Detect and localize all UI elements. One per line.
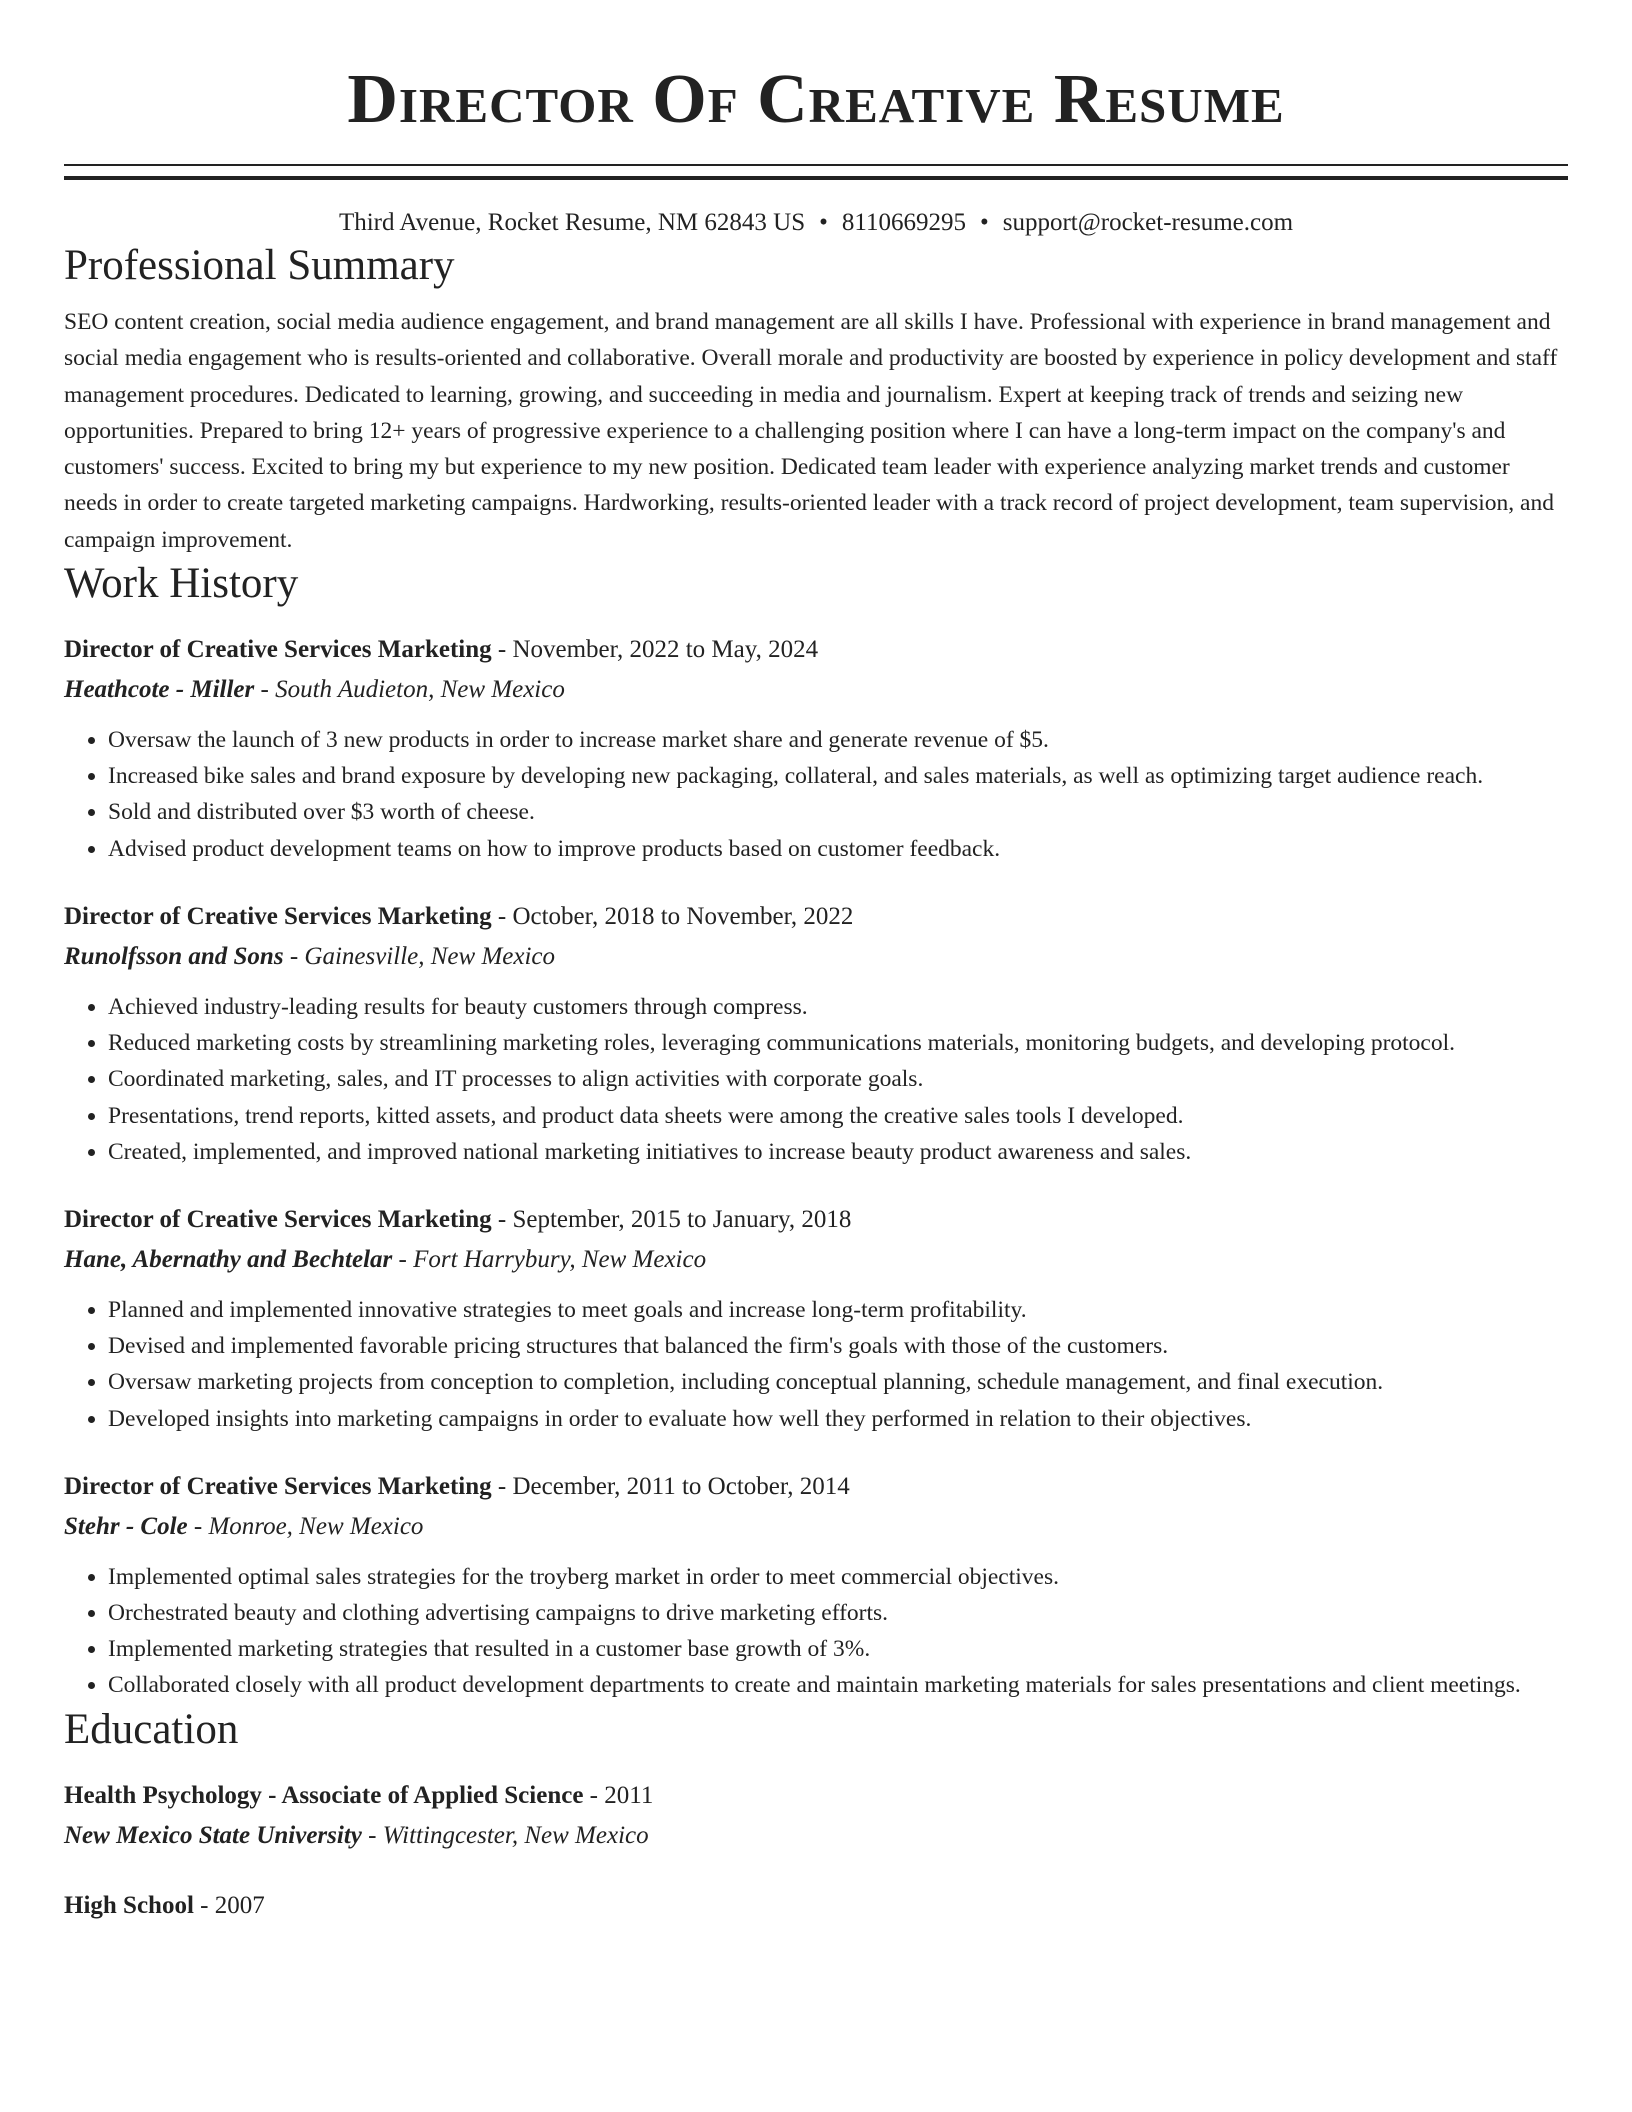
job-company: Hane, Abernathy and Bechtelar xyxy=(64,1245,393,1273)
job-location: - South Audieton, New Mexico xyxy=(254,676,565,704)
job-entry xyxy=(64,630,1568,867)
education-location: - Wittingcester, New Mexico xyxy=(361,1821,649,1849)
contact-address: Third Avenue, Rocket Resume, NM 62843 US xyxy=(338,209,806,236)
education-degree: Health Psychology - Associate of Applied Science xyxy=(64,1781,584,1809)
title-divider xyxy=(64,164,1568,180)
job-company: Stehr - Cole xyxy=(64,1512,188,1540)
job-dates: - October, 2018 to November, 2022 xyxy=(491,902,854,930)
list-item: • Reduced marketing costs by streamlining marketing roles, leveraging communications materials, monitoring budgets, and developing protocol. xyxy=(108,1025,1568,1061)
job-company-line xyxy=(64,1240,1568,1280)
job-role: Director of Creative Services Marketing xyxy=(64,1205,492,1233)
education-heading: Education xyxy=(64,1705,239,1753)
job-role: Director of Creative Services Marketing xyxy=(64,636,492,664)
job-bullets xyxy=(64,989,1568,1170)
contact-phone: 8110669295 xyxy=(841,209,966,236)
list-item: • Devised and implemented favorable pricing structures that balanced the firm's goals with those of the customers. xyxy=(108,1328,1568,1364)
job-dates: - December, 2011 to October, 2014 xyxy=(491,1472,850,1500)
list-item: • Implemented optimal sales strategies for the troyberg market in order to meet commercial objectives. xyxy=(108,1559,1568,1595)
education-year: - 2007 xyxy=(193,1891,265,1919)
job-company-line xyxy=(64,937,1568,977)
job-dates: - November, 2022 to May, 2024 xyxy=(491,636,819,664)
job-company-line xyxy=(64,1507,1568,1547)
job-dates: - September, 2015 to January, 2018 xyxy=(491,1205,852,1233)
summary-heading: Professional Summary xyxy=(64,242,455,289)
job-title-line xyxy=(64,630,1568,670)
job-location: - Fort Harrybury, New Mexico xyxy=(392,1245,707,1273)
job-company: Runolfsson and Sons xyxy=(64,942,284,970)
job-location: - Monroe, New Mexico xyxy=(187,1512,424,1540)
education-entry xyxy=(64,1776,1568,1856)
job-title-line xyxy=(64,1200,1568,1240)
list-item: • Oversaw the launch of 3 new products in order to increase market share and generate revenue of $5. xyxy=(108,722,1568,758)
work-history-heading: Work History xyxy=(64,560,299,608)
job-bullets xyxy=(64,722,1568,867)
contact-separator: • xyxy=(819,209,828,236)
list-item: • Increased bike sales and brand exposure by developing new packaging, collateral, and sales materials, as well as optimizing target audience reach. xyxy=(108,758,1568,794)
job-role: Director of Creative Services Marketing xyxy=(64,902,492,930)
list-item: • Orchestrated beauty and clothing advertising campaigns to drive marketing efforts. xyxy=(108,1595,1568,1631)
list-item: • Coordinated marketing, sales, and IT processes to align activities with corporate goals. xyxy=(108,1061,1568,1097)
list-item: • Developed insights into marketing campaigns in order to evaluate how well they performed in relation to their objectives. xyxy=(108,1401,1568,1437)
list-item: • Advised product development teams on how to improve products based on customer feedback. xyxy=(108,831,1568,867)
education-year: - 2011 xyxy=(583,1781,654,1809)
list-item: • Implemented marketing strategies that resulted in a customer base growth of 3%. xyxy=(108,1631,1568,1667)
education-school: New Mexico State University xyxy=(64,1821,362,1849)
list-item: • Created, implemented, and improved national marketing initiatives to increase beauty product awareness and sales. xyxy=(108,1134,1568,1170)
list-item: • Presentations, trend reports, kitted assets, and product data sheets were among the creative sales tools I developed. xyxy=(108,1098,1568,1134)
job-title-line xyxy=(64,1467,1568,1507)
job-entry xyxy=(64,897,1568,1170)
list-item: • Oversaw marketing projects from conception to completion, including conceptual planning, schedule management, and final execution. xyxy=(108,1364,1568,1400)
list-item: • Collaborated closely with all product development departments to create and maintain marketing materials for sales presentations and client meetings. xyxy=(108,1667,1568,1703)
education-degree-line xyxy=(64,1886,1568,1926)
resume-title: Director Of Creative Resume xyxy=(347,61,1285,138)
job-bullets xyxy=(64,1292,1568,1437)
job-bullets xyxy=(64,1559,1568,1704)
education-school-line xyxy=(64,1816,1568,1856)
job-entry xyxy=(64,1200,1568,1437)
education-entry xyxy=(64,1886,1568,1926)
job-location: - Gainesville, New Mexico xyxy=(283,942,555,970)
education-degree: High School xyxy=(64,1891,194,1919)
summary-text: SEO content creation, social media audience engagement, and brand management are all skills I have. Professional with experience in brand management and social media engagement who is results-oriented and collaborative. Overall morale and productivity are boosted by experience in policy development and staff management procedures. Dedicated to learning, growing, and succeeding in media and journalism. Expert at keeping track of trends and seizing new opportunities. Prepared to bring 12+ years of progressive experience to a challenging position where I can have a long-term impact on the company's and customers' success. Excited to bring my but experience to my new position. Dedicated team leader with experience analyzing market trends and customer needs in order to create targeted marketing campaigns. Hardworking, results-oriented leader with a track record of project development, team supervision, and campaign improvement. xyxy=(64,309,1558,553)
job-role: Director of Creative Services Marketing xyxy=(64,1472,492,1500)
job-company-line xyxy=(64,670,1568,710)
list-item: • Planned and implemented innovative strategies to meet goals and increase long-term profitability. xyxy=(108,1292,1568,1328)
contact-line xyxy=(64,206,1568,240)
contact-email: support@rocket-resume.com xyxy=(1002,209,1294,236)
job-title-line xyxy=(64,897,1568,937)
job-entry xyxy=(64,1467,1568,1704)
list-item: • Achieved industry-leading results for beauty customers through compress. xyxy=(108,989,1568,1025)
job-company: Heathcote - Miller xyxy=(64,676,255,704)
contact-separator: • xyxy=(979,209,989,236)
list-item: • Sold and distributed over $3 worth of cheese. xyxy=(108,794,1568,830)
education-degree-line xyxy=(64,1776,1568,1816)
